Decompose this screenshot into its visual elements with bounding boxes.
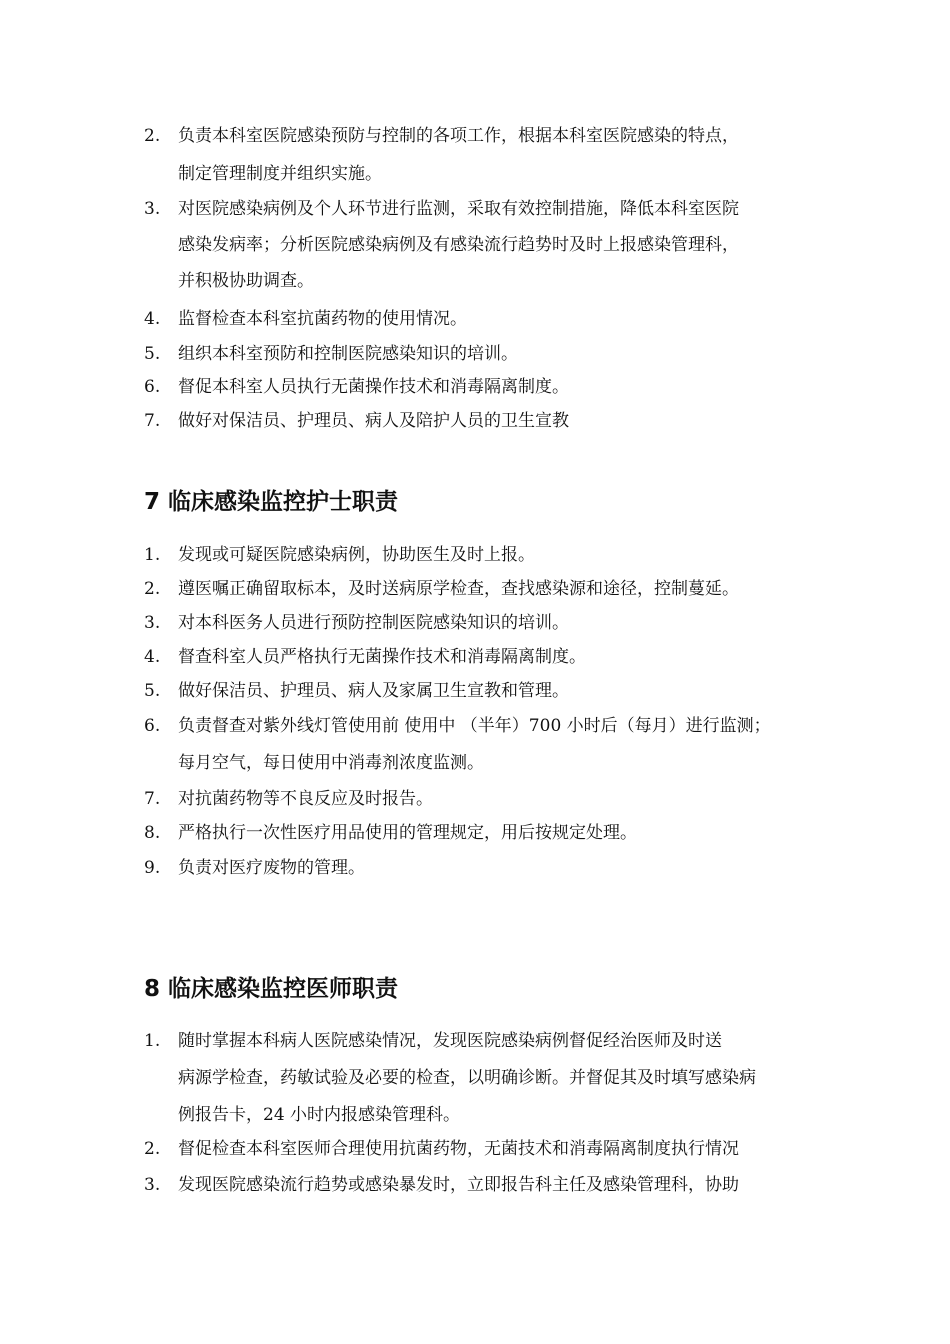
list-text: 每月空气，每日使用中消毒剂浓度监测。 xyxy=(178,753,484,773)
list-text: 遵医嘱正确留取标本，及时送病原学检查，查找感染源和途径，控制蔓延。 xyxy=(178,579,739,599)
list-number: 9. xyxy=(144,858,161,878)
section-heading: 8 临床感染监控医师职责 xyxy=(144,976,399,1002)
list-number: 4. xyxy=(144,647,161,667)
section-heading: 7 临床感染监控护士职责 xyxy=(144,489,399,515)
list-text: 组织本科室预防和控制医院感染知识的培训。 xyxy=(178,344,518,364)
list-text: 负责对医疗废物的管理。 xyxy=(178,858,365,878)
list-text: 负责督查对紫外线灯管使用前 使用中 （半年）700 小时后（每月）进行监测； xyxy=(178,716,771,736)
list-number: 7. xyxy=(144,411,161,431)
list-text: 对医院感染病例及个人环节进行监测，采取有效控制措施，降低本科室医院 xyxy=(178,199,739,219)
list-number: 8. xyxy=(144,823,161,843)
list-number: 5. xyxy=(144,681,161,701)
list-text: 发现或可疑医院感染病例，协助医生及时上报。 xyxy=(178,545,535,565)
list-number: 1. xyxy=(144,545,161,565)
list-text: 对抗菌药物等不良反应及时报告。 xyxy=(178,789,433,809)
list-number: 2. xyxy=(144,579,161,599)
list-number: 2. xyxy=(144,126,161,146)
list-text: 督促检查本科室医师合理使用抗菌药物，无菌技术和消毒隔离制度执行情况 xyxy=(178,1139,739,1159)
list-text: 做好对保洁员、护理员、病人及陪护人员的卫生宣教 xyxy=(178,411,569,431)
list-number: 4. xyxy=(144,309,161,329)
list-text: 病源学检查，药敏试验及必要的检查，以明确诊断。并督促其及时填写感染病 xyxy=(178,1068,756,1088)
list-text: 督查科室人员严格执行无菌操作技术和消毒隔离制度。 xyxy=(178,647,586,667)
list-number: 5. xyxy=(144,344,161,364)
list-number: 2. xyxy=(144,1139,161,1159)
list-text: 感染发病率；分析医院感染病例及有感染流行趋势时及时上报感染管理科， xyxy=(178,235,739,255)
list-number: 3. xyxy=(144,1175,161,1195)
list-text: 做好保洁员、护理员、病人及家属卫生宣教和管理。 xyxy=(178,681,569,701)
list-number: 6. xyxy=(144,716,161,736)
list-number: 7. xyxy=(144,789,161,809)
list-text: 监督检查本科室抗菌药物的使用情况。 xyxy=(178,309,467,329)
list-text: 并积极协助调查。 xyxy=(178,271,314,291)
list-text: 严格执行一次性医疗用品使用的管理规定，用后按规定处理。 xyxy=(178,823,637,843)
list-text: 随时掌握本科病人医院感染情况，发现医院感染病例督促经治医师及时送 xyxy=(178,1031,722,1051)
list-number: 6. xyxy=(144,377,161,397)
list-text: 例报告卡，24 小时内报感染管理科。 xyxy=(178,1105,461,1125)
list-text: 督促本科室人员执行无菌操作技术和消毒隔离制度。 xyxy=(178,377,569,397)
list-text: 发现医院感染流行趋势或感染暴发时，立即报告科主任及感染管理科，协助 xyxy=(178,1175,739,1195)
list-number: 3. xyxy=(144,613,161,633)
list-number: 1. xyxy=(144,1031,161,1051)
list-text: 对本科医务人员进行预防控制医院感染知识的培训。 xyxy=(178,613,569,633)
list-text: 制定管理制度并组织实施。 xyxy=(178,164,382,184)
list-text: 负责本科室医院感染预防与控制的各项工作，根据本科室医院感染的特点， xyxy=(178,126,739,146)
list-number: 3. xyxy=(144,199,161,219)
